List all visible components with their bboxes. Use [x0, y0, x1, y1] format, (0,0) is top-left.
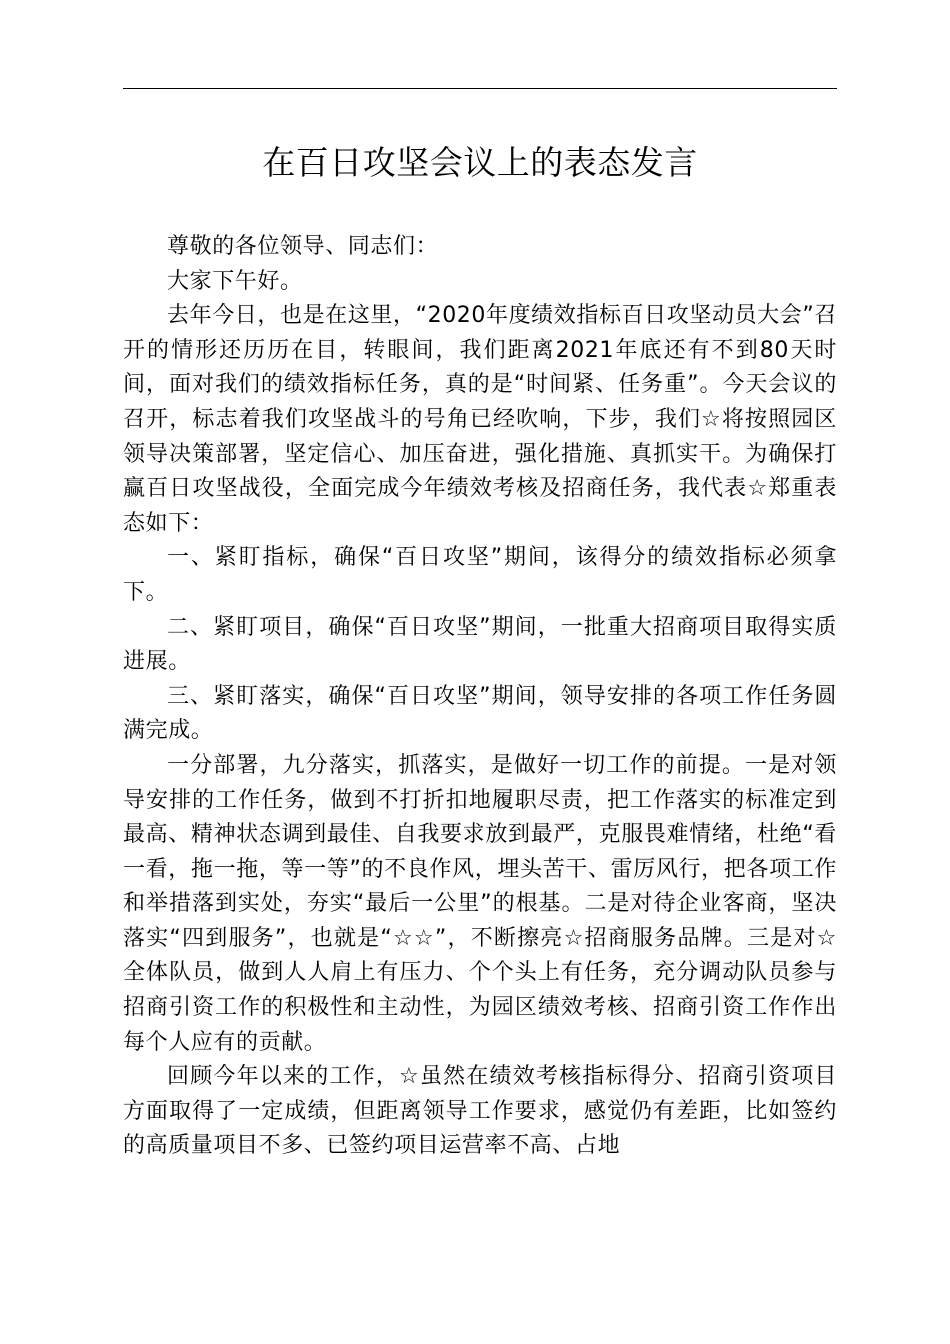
paragraph-implementation: 一分部署，九分落实，抓落实，是做好一切工作的前提。一是对领导安排的工作任务，做到不打折扣地履职尽责，把工作落实的标准定到最高、精神状态调到最佳、自我要求放到最严，克服畏难情绪，杜绝“看一看，拖一拖，等一等”的不良作风，埋头苦干、雷厉风行，把各项工作和举措落到实处，夯实“最后一公里”的根基。二是对待企业客商，坚决落实“四到服务”，也就是“☆☆”，不断擦亮☆招商服务品牌。三是对☆全体队员，做到人人肩上有压力、个个头上有任务，充分调动队员参与招商引资工作的积极性和主动性，为园区绩效考核、招商引资工作作出每个人应有的贡献。 [123, 752, 837, 1055]
pledge-item-1: 一、紧盯指标，确保“百日攻坚”期间，该得分的绩效指标必须拿下。 [123, 545, 837, 605]
document-title: 在百日攻坚会议上的表态发言 [262, 143, 698, 182]
paragraph-intro: 去年今日，也是在这里，“2020年度绩效指标百日攻坚动员大会”召开的情形还历历在目，转眼间，我们距离2021年底还有不到80天时间，面对我们的绩效指标任务，真的是“时间紧、任务重”。今天会议的召开，标志着我们攻坚战斗的号角已经吹响，下步，我们☆将按照园区领导决策部署，坚定信心、加压奋进，强化措施、真抓实干。为确保打赢百日攻坚战役，全面完成今年绩效考核及招商任务，我代表☆郑重表态如下： [123, 303, 837, 536]
greeting: 大家下午好。 [167, 268, 303, 294]
pledge-item-3: 三、紧盯落实，确保“百日攻坚”期间，领导安排的各项工作任务圆满完成。 [123, 683, 837, 744]
salutation: 尊敬的各位领导、同志们： [167, 234, 439, 259]
paragraph-review: 回顾今年以来的工作，☆虽然在绩效考核指标得分、招商引资项目方面取得了一定成绩，但距离领导工作要求，感觉仍有差距，比如签约的高质量项目不多、已签约项目运营率不高、占地 [123, 1064, 837, 1159]
header-rule [123, 88, 837, 89]
pledge-item-2: 二、紧盯项目，确保“百日攻坚”期间，一批重大招商项目取得实质进展。 [123, 614, 837, 675]
document-body [123, 230, 837, 1164]
